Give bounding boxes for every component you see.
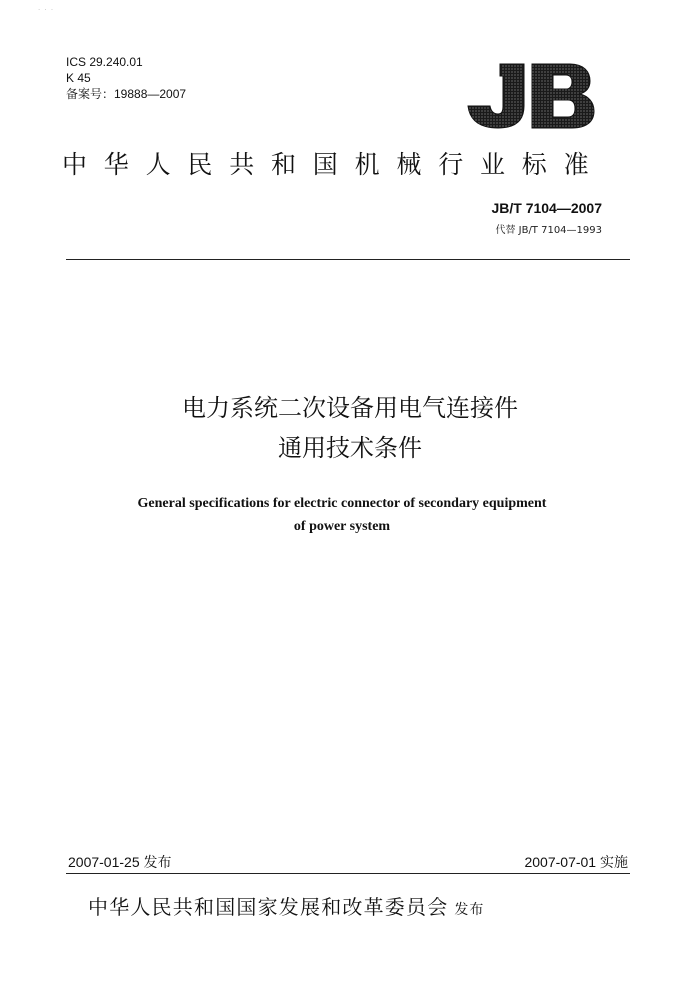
jb-logo (466, 62, 596, 130)
ics-code: ICS 29.240.01 (66, 55, 143, 69)
effective-date: 2007-07-01 实施 (524, 854, 628, 870)
replaces-standard: 代替 JB/T 7104—1993 (495, 225, 602, 236)
main-title: 中华人民共和国机械行业标准 (62, 150, 606, 179)
record-number: 备案号：19888—2007 (66, 87, 187, 101)
chinese-title-line-2: 通用技术条件 (278, 434, 422, 462)
top-divider (66, 259, 630, 260)
scan-mark: · · · (38, 6, 55, 14)
classification-codes (66, 54, 186, 102)
issue-date: 2007-01-25 发布 (68, 854, 172, 870)
publisher-suffix: 发布 (454, 902, 485, 918)
bottom-divider (66, 873, 630, 874)
english-title-line-1: General specifications for electric connector of secondary equipment (137, 496, 547, 511)
chinese-title-line-1: 电力系统二次设备用电气连接件 (182, 394, 518, 422)
class-code: K 45 (66, 71, 91, 85)
standard-number: JB/T 7104—2007 (491, 200, 602, 216)
publisher (88, 893, 484, 924)
english-title-line-2: of power system (293, 519, 391, 534)
publisher-name: 中华人民共和国国家发展和改革委员会 (88, 895, 449, 919)
